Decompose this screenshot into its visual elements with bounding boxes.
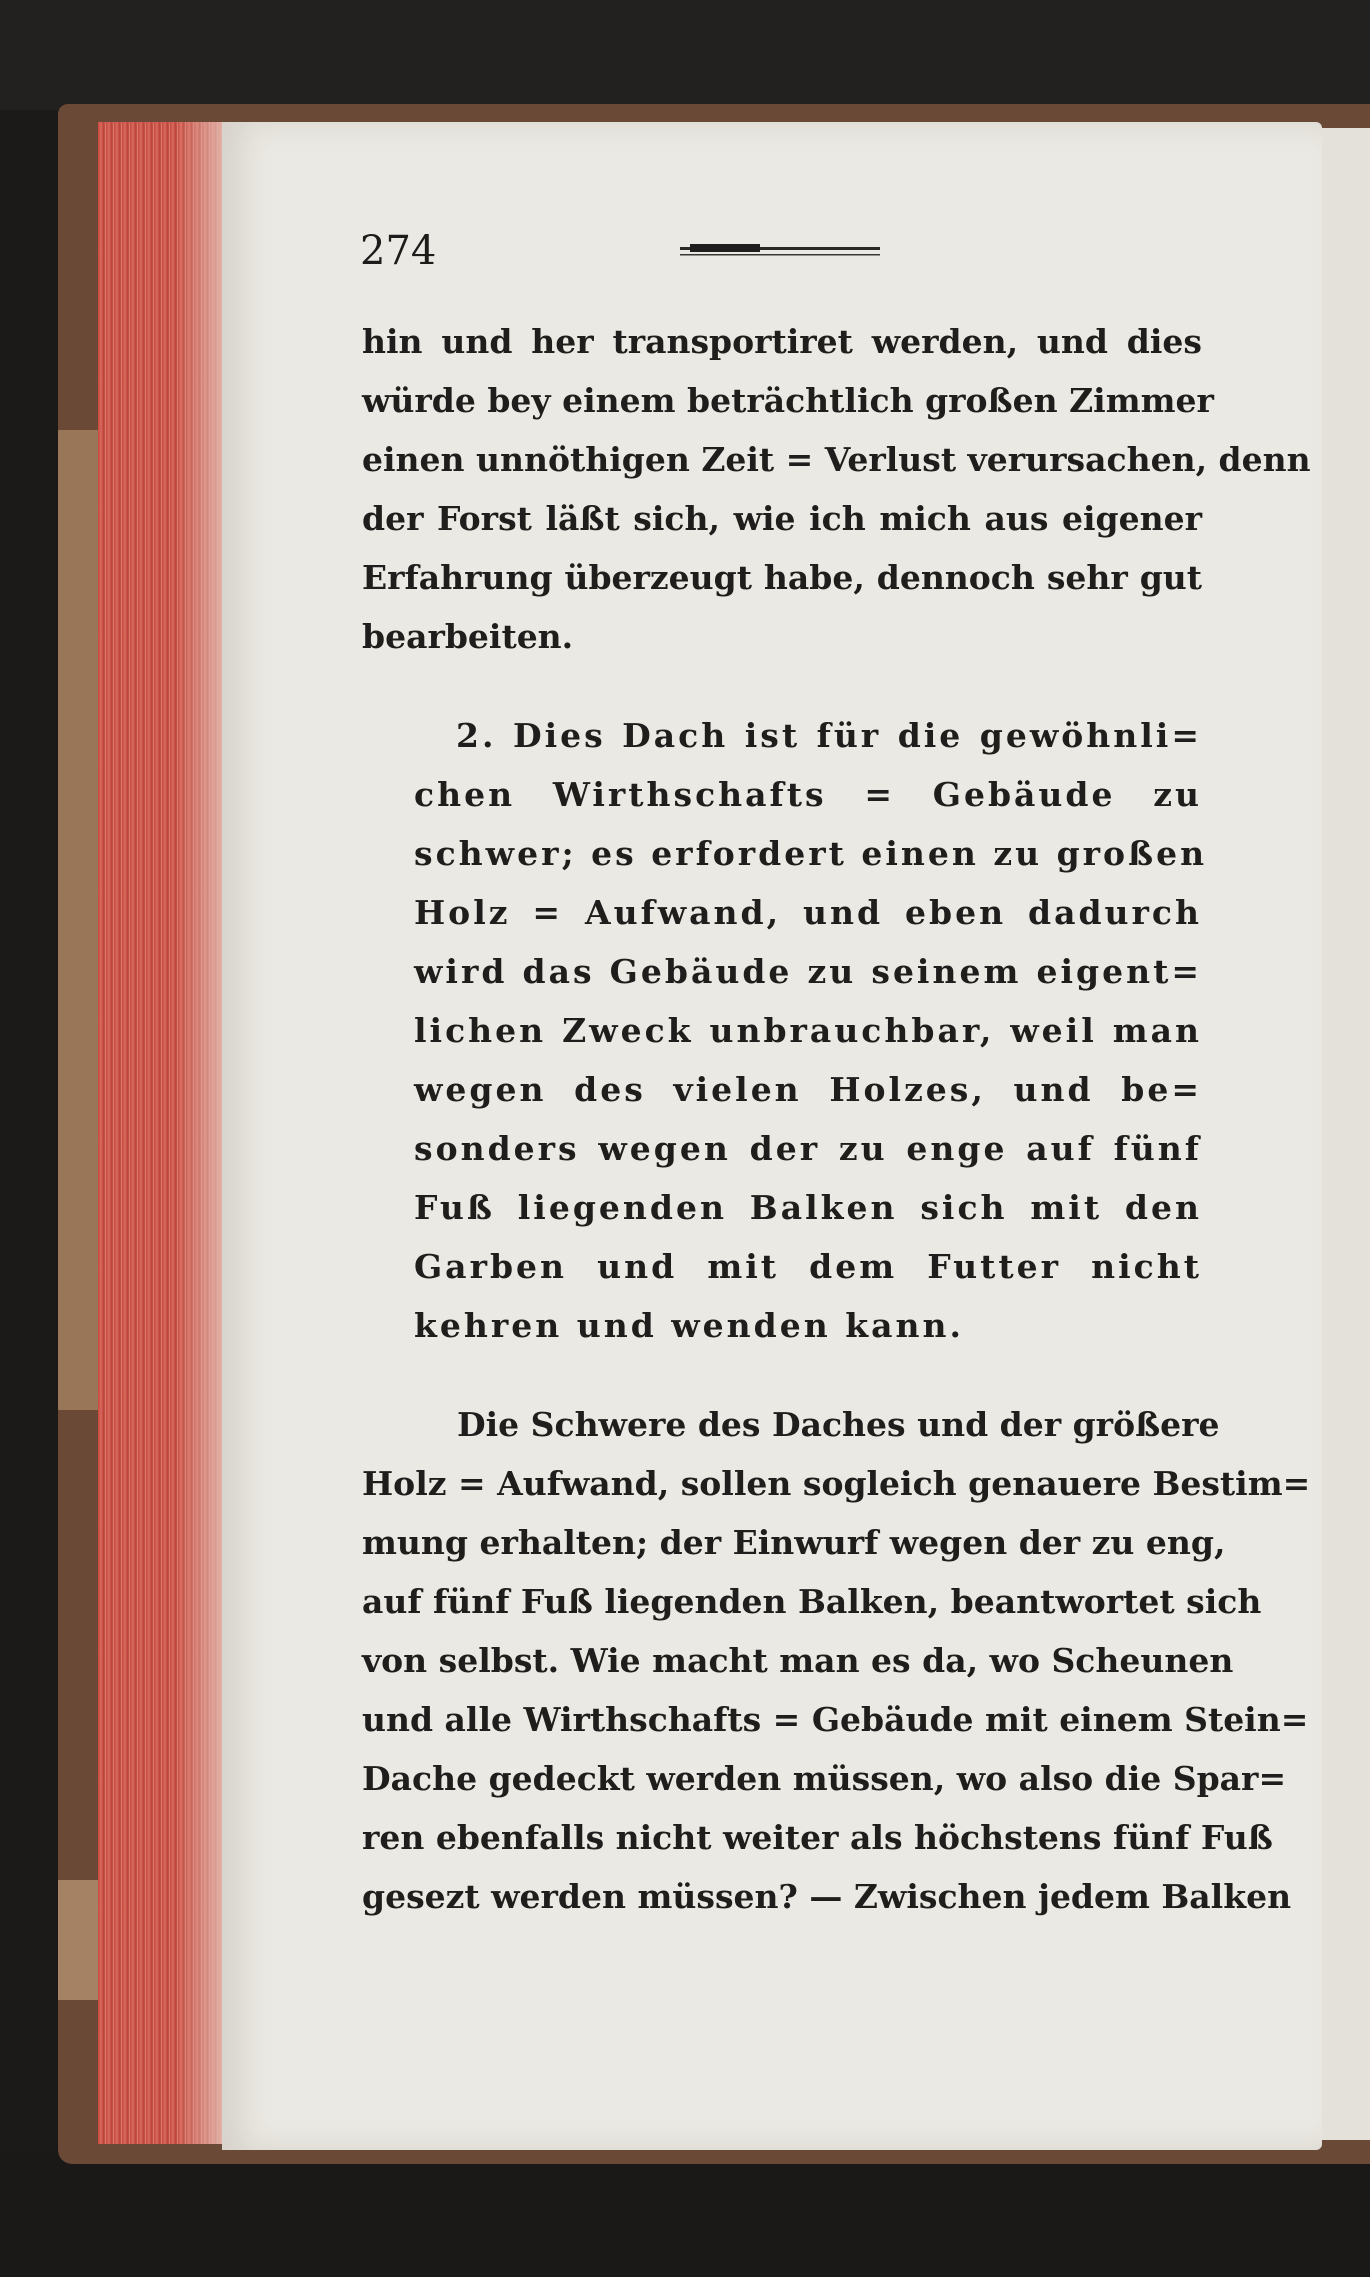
text-line: einen unnöthigen Zeit = Verlust verursachen, denn: [362, 440, 1311, 479]
text-line: wegen des vielen Holzes, und be=: [414, 1070, 1202, 1109]
text-line: Holz = Aufwand, sollen sogleich genauere Bestim=: [362, 1464, 1311, 1503]
text-line: gesezt werden müssen? — Zwischen jedem Balken: [362, 1877, 1292, 1916]
paragraph-3: [362, 1395, 1311, 1926]
header-rule-ornament: [680, 240, 880, 260]
text-line: und alle Wirthschafts = Gebäude mit einem Stein=: [362, 1700, 1309, 1739]
paragraph-2-numbered: [414, 706, 1208, 1355]
text-line: hin und her transportiret werden, und dies: [362, 322, 1202, 361]
text-line: ren ebenfalls nicht weiter als höchstens fünf Fuß: [362, 1818, 1273, 1857]
page-body-text: [362, 312, 1311, 1926]
text-line: Die Schwere des Daches und der größere: [457, 1405, 1220, 1444]
facing-page-edge: [1318, 128, 1370, 2140]
text-line: 2. Dies Dach ist für die gewöhnli=: [456, 716, 1202, 755]
text-line: wird das Gebäude zu seinem eigent=: [414, 952, 1202, 991]
page-header: [360, 228, 1000, 276]
text-line: mung erhalten; der Einwurf wegen der zu eng,: [362, 1523, 1226, 1562]
text-line: lichen Zweck unbrauchbar, weil man: [414, 1011, 1202, 1050]
text-line: auf fünf Fuß liegenden Balken, beantwortet sich: [362, 1582, 1262, 1621]
text-line: sonders wegen der zu enge auf fünf: [414, 1129, 1202, 1168]
text-line: der Forst läßt sich, wie ich mich aus eigener: [362, 499, 1202, 538]
text-line: kehren und wenden kann.: [414, 1306, 964, 1345]
text-line: Dache gedeckt werden müssen, wo also die Spar=: [362, 1759, 1287, 1798]
text-line: Erfahrung überzeugt habe, dennoch sehr gut: [362, 558, 1202, 597]
text-line: von selbst. Wie macht man es da, wo Scheunen: [362, 1641, 1234, 1680]
text-line: schwer; es erfordert einen zu großen: [414, 834, 1208, 873]
text-line: bearbeiten.: [362, 617, 574, 656]
text-line: würde bey einem beträchtlich großen Zimmer: [362, 381, 1214, 420]
paragraph-1: [362, 312, 1311, 666]
page-number: 274: [360, 228, 437, 274]
text-line: Garben und mit dem Futter nicht: [414, 1247, 1202, 1286]
text-line: Holz = Aufwand, und eben dadurch: [414, 893, 1202, 932]
text-line: chen Wirthschafts = Gebäude zu: [414, 775, 1202, 814]
background-top: [0, 0, 1370, 110]
text-line: Fuß liegenden Balken sich mit den: [414, 1188, 1202, 1227]
background-bottom: [0, 2150, 1370, 2277]
